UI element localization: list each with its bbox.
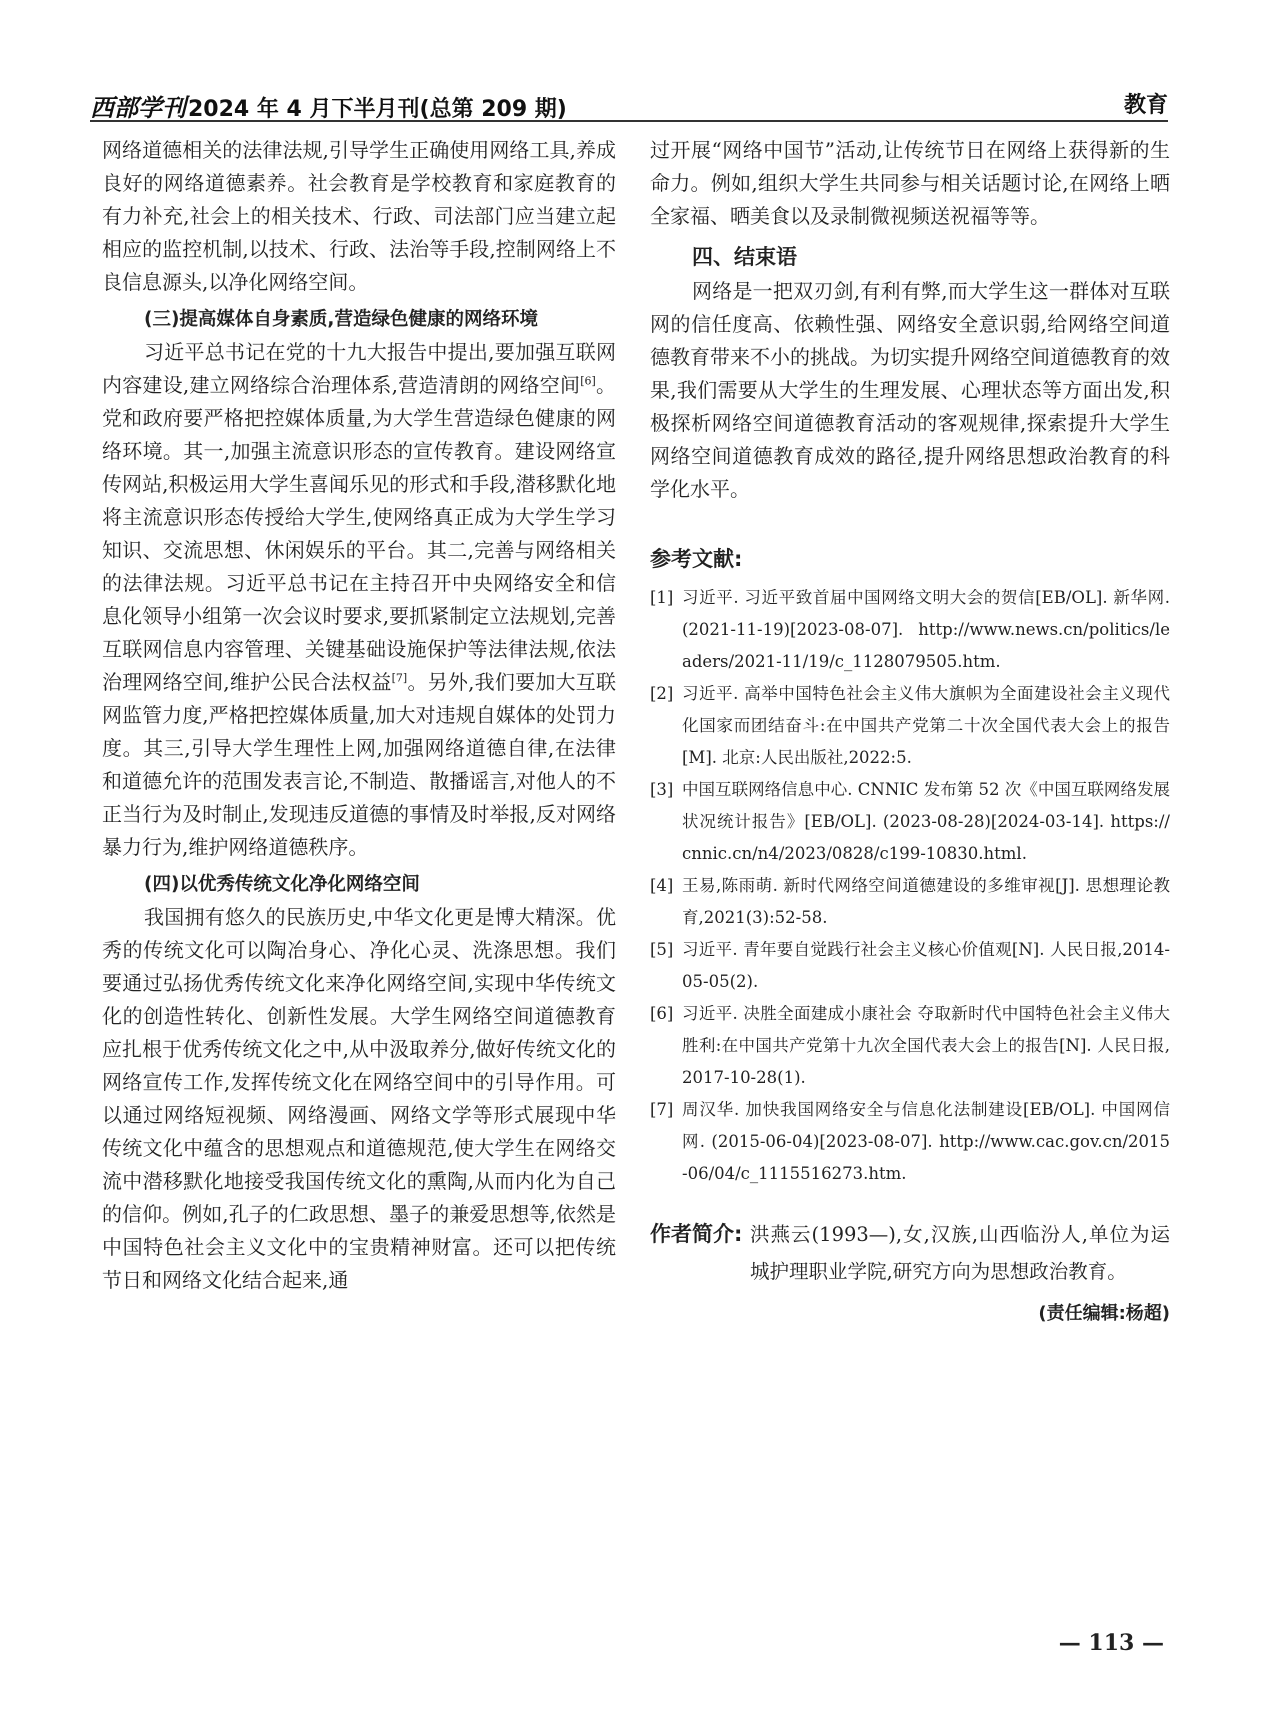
citation-mark: [6] bbox=[580, 374, 596, 388]
reference-item bbox=[650, 1094, 1170, 1190]
reference-item bbox=[650, 774, 1170, 870]
paragraph-text: 。党和政府要严格把控媒体质量,为大学生营造绿色健康的网络环境。其一,加强主流意识形态的宣传教育。建设网络宣传网站,积极运用大学生喜闻乐见的形式和手段,潜移默化地将主流意识形态传授给大学生,使网络真正成为大学生学习知识、交流思想、休闲娱乐的平台。其二,完善与网络相关的法律法规。习近平总书记在主持召开中央网络安全和信息化领导小组第一次会议时要求,要抓紧制定立法规划,完善互联网信息内容管理、关键基础设施保护等法律法规,依法治理网络空间,维护公民合法权益 bbox=[102, 373, 616, 694]
reference-item bbox=[650, 678, 1170, 774]
reference-number: [5] bbox=[650, 940, 674, 959]
left-column bbox=[102, 134, 616, 1297]
reference-text: 中国互联网络信息中心. CNNIC 发布第 52 次《中国互联网络发展状况统计报告》[EB/OL]. (2023-08-28)[2024-03-14]. https://cnnic.cn/n4/2023/0828/c199-10830.html. bbox=[682, 780, 1170, 863]
paragraph: 我国拥有悠久的民族历史,中华文化更是博大精深。优秀的传统文化可以陶冶身心、净化心灵、洗涤思想。我们要通过弘扬优秀传统文化来净化网络空间,实现中华传统文化的创造性转化、创新性发展。大学生网络空间道德教育应扎根于优秀传统文化之中,从中汲取养分,做好传统文化的网络宣传工作,发挥传统文化在网络空间中的引导作用。可以通过网络短视频、网络漫画、网络文学等形式展现中华传统文化中蕴含的思想观点和道德规范,使大学生在网络交流中潜移默化地接受我国传统文化的熏陶,从而内化为自己的信仰。例如,孔子的仁政思想、墨子的兼爱思想等,依然是中国特色社会主义文化中的宝贵精神财富。还可以把传统节日和网络文化结合起来,通 bbox=[102, 905, 616, 1292]
issue-label: 2024 年 4 月下半月刊(总第 209 期) bbox=[188, 97, 567, 122]
reference-number: [6] bbox=[650, 1004, 674, 1023]
reference-text: 习近平. 习近平致首届中国网络文明大会的贺信[EB/OL]. 新华网. (2021-11-19)[2023-08-07]. http://www.news.cn/politics/leaders/2021-11/19/c_1128079505.htm. bbox=[682, 588, 1170, 671]
citation-mark: [7] bbox=[391, 671, 408, 685]
author-label: 作者简介: bbox=[650, 1222, 743, 1246]
section-tag: 教育 bbox=[1123, 93, 1168, 118]
reference-text: 习近平. 决胜全面建成小康社会 夺取新时代中国特色社会主义伟大胜利:在中国共产党第十九次全国代表大会上的报告[N]. 人民日报,2017-10-28(1). bbox=[682, 1004, 1170, 1087]
author-bio bbox=[650, 1216, 1170, 1290]
references-title: 参考文献: bbox=[650, 547, 743, 571]
reference-text: 王易,陈雨萌. 新时代网络空间道德建设的多维审视[J]. 思想理论教育,2021(3):52-58. bbox=[682, 876, 1170, 927]
reference-item bbox=[650, 870, 1170, 934]
subsection-heading: (四)以优秀传统文化净化网络空间 bbox=[144, 874, 420, 895]
paragraph: 网络道德相关的法律法规,引导学生正确使用网络工具,养成良好的网络道德素养。社会教育是学校教育和家庭教育的有力补充,社会上的相关技术、行政、司法部门应当建立起相应的监控机制,以技术、行政、法治等手段,控制网络上不良信息源头,以净化网络空间。 bbox=[102, 138, 616, 294]
reference-number: [7] bbox=[650, 1100, 674, 1119]
reference-list bbox=[650, 582, 1170, 1190]
journal-logo: 西部学刊 bbox=[90, 93, 186, 122]
paragraph: 网络是一把双刃剑,有利有弊,而大学生这一群体对互联网的信任度高、依赖性强、网络安全意识弱,给网络空间道德教育带来不小的挑战。为切实提升网络空间道德教育的效果,我们需要从大学生的生理发展、心理状态等方面出发,积极探析网络空间道德教育活动的客观规律,探索提升大学生网络空间道德教育成效的路径,提升网络思想政治教育的科学化水平。 bbox=[650, 279, 1170, 501]
reference-item bbox=[650, 998, 1170, 1094]
page-header bbox=[90, 88, 1168, 124]
paragraph: 过开展“网络中国节”活动,让传统节日在网络上获得新的生命力。例如,组织大学生共同参与相关话题讨论,在网络上晒全家福、晒美食以及录制微视频送祝福等等。 bbox=[650, 138, 1170, 228]
header-rule bbox=[90, 120, 1168, 122]
page-number: — 113 — bbox=[1058, 1630, 1164, 1656]
reference-number: [1] bbox=[650, 588, 674, 607]
reference-text: 习近平. 高举中国特色社会主义伟大旗帜为全面建设社会主义现代化国家而团结奋斗:在中国共产党第二十次全国代表大会上的报告[M]. 北京:人民出版社,2022:5. bbox=[682, 684, 1170, 767]
reference-text: 习近平. 青年要自觉践行社会主义核心价值观[N]. 人民日报,2014-05-05(2). bbox=[682, 940, 1170, 991]
reference-number: [4] bbox=[650, 876, 674, 895]
paragraph-text: 习近平总书记在党的十九大报告中提出,要加强互联网内容建设,建立网络综合治理体系,营造清朗的网络空间 bbox=[102, 340, 616, 397]
responsible-editor: (责任编辑:杨超) bbox=[1038, 1303, 1170, 1324]
reference-item bbox=[650, 934, 1170, 998]
paragraph-text: 。另外,我们要加大互联网监管力度,严格把控媒体质量,加大对违规自媒体的处罚力度。其三,引导大学生理性上网,加强网络道德自律,在法律和道德允许的范围发表言论,不制造、散播谣言,对他人的不正当行为及时制止,发现违反道德的事情及时举报,反对网络暴力行为,维护网络道德秩序。 bbox=[102, 670, 616, 859]
reference-text: 周汉华. 加快我国网络安全与信息化法制建设[EB/OL]. 中国网信网. (2015-06-04)[2023-08-07]. http://www.cac.gov.cn/2015-06/04/c_1115516273.htm. bbox=[682, 1100, 1170, 1183]
paragraph bbox=[102, 336, 616, 864]
author-text: 洪燕云(1993—),女,汉族,山西临汾人,单位为运城护理职业学院,研究方向为思想政治教育。 bbox=[750, 1223, 1170, 1283]
subsection-heading: (三)提高媒体自身素质,营造绿色健康的网络环境 bbox=[144, 309, 538, 330]
reference-number: [3] bbox=[650, 780, 674, 799]
section-heading: 四、结束语 bbox=[692, 245, 797, 269]
right-column bbox=[650, 134, 1170, 1330]
reference-number: [2] bbox=[650, 684, 674, 703]
journal-issue-line bbox=[90, 88, 567, 123]
reference-item bbox=[650, 582, 1170, 678]
